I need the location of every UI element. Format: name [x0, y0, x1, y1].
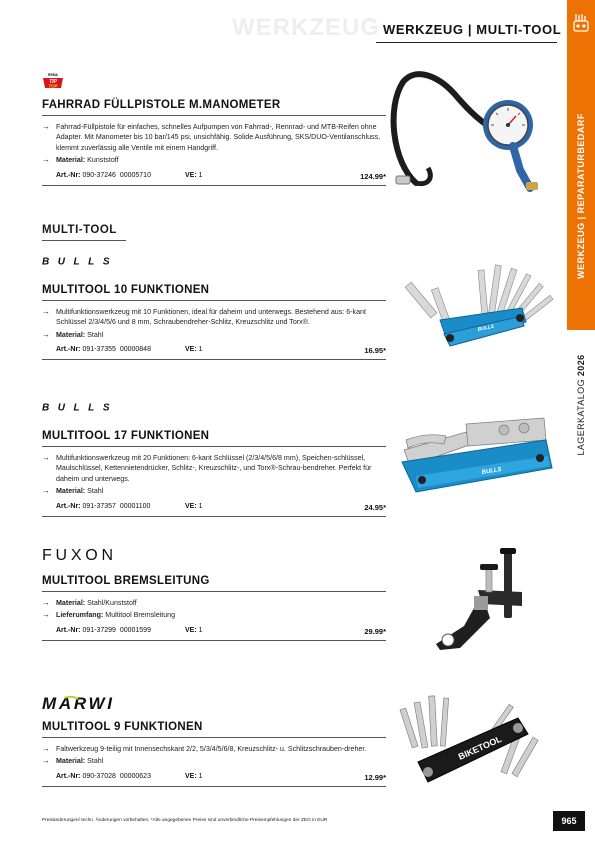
header-ghost-title: WERKZEUG: [232, 14, 380, 41]
price: 29.99*: [364, 626, 386, 636]
product-title: MULTITOOL 9 FUNKTIONEN: [42, 721, 203, 733]
product-description: → Multifunktionswerkzeug mit 10 Funktionen, ideal für daheim und unterwegs. Bestehend aus: 6-kant Schlüssel 2/3/4/5/6 und 8 mm, Schraubendreher-Schlitz, Kreuzschlitz und Torx®.: [42, 307, 366, 327]
svg-text:BULLS: BULLS: [477, 323, 495, 333]
fuxon-logo: [42, 547, 114, 562]
multitool-9-image: [388, 692, 558, 792]
title-rule: [42, 591, 386, 592]
article-line: Art.-Nr: 090-37246 00005710 VE: 1 124.99*: [56, 171, 386, 181]
product-material: → Material: Stahl/Kunststoff: [42, 598, 137, 607]
product-bulls-10: [42, 284, 386, 360]
arrow-right-icon: →: [42, 307, 50, 316]
product-title: MULTITOOL BREMSLEITUNG: [42, 575, 210, 587]
arrow-right-icon: →: [42, 744, 50, 753]
title-rule: [42, 115, 386, 116]
arrow-right-icon: →: [42, 453, 50, 462]
arrow-right-icon: →: [42, 122, 50, 131]
title-rule: [42, 737, 386, 738]
footer-disclaimer: Preisänderungen/ techn. Änderungen vorbehalten. *Alle angegebenen Preise sind unverbindliche Preisempfehlungen der ZEG in EUR: [42, 818, 328, 823]
section-rule: [42, 240, 126, 241]
article-line: Art.-Nr: 091-37357 00001100 VE: 1 24.95*: [56, 502, 386, 512]
product-tiptop-pump: [42, 99, 386, 186]
product-title: FAHRRAD FÜLLPISTOLE M.MANOMETER: [42, 99, 281, 111]
product-description: → Fahrrad-Füllpistole für einfaches, schnelles Aufpumpen von Fahrrad-, Rennrad- und MTB-Reifen ohne Adapter. Mit Manometer bis 10 bar/145 psi, unsichfähig. Solide Ausführung, SKS/DUO-Ventilanschluss, klemmt zuverlässig alle Ventile mit einem Handgriff.: [42, 122, 381, 152]
article-rule: [42, 359, 386, 360]
catalog-year: 2026: [576, 354, 586, 377]
section-title: MULTI-TOOL: [42, 224, 117, 236]
arrow-right-icon: →: [42, 155, 50, 165]
title-rule: [42, 446, 386, 447]
multitool-icon: [571, 12, 591, 34]
marwi-logo: [42, 695, 114, 711]
article-line: Art.-Nr: 090-37028 00000623 VE: 1 12.99*: [56, 772, 386, 782]
title-rule: [42, 300, 386, 301]
price: 12.99*: [364, 772, 386, 782]
product-bulls-17: [42, 430, 386, 517]
product-fuxon-brake: [42, 575, 386, 641]
side-catalog-label: [576, 354, 586, 455]
arrow-right-icon: →: [42, 610, 50, 620]
product-material: → Material: Stahl: [42, 756, 104, 766]
brake-tool-image: [418, 548, 553, 660]
side-category-label: WERKZEUG | REPARATURBEDARF: [576, 113, 586, 279]
article-line: Art.-Nr: 091-37299 00001599 VE: 1 29.99*: [56, 626, 386, 636]
product-title: MULTITOOL 17 FUNKTIONEN: [42, 430, 210, 442]
product-marwi-9: [42, 721, 386, 787]
product-description: → Faltwerkzeug 9-teilig mit Innensechskant 2/2, 5/3/4/5/6/8, Kreuzschlitz- u. Schlitzschrauben-dreher.: [42, 744, 367, 753]
svg-text:BULLS: BULLS: [42, 256, 112, 266]
product-material: → Material: Stahl: [42, 486, 104, 496]
svg-text:REMA: REMA: [48, 73, 58, 77]
svg-text:TOP: TOP: [48, 83, 58, 89]
page-number: 965: [553, 811, 585, 831]
arrow-right-icon: →: [42, 486, 50, 496]
bulls-logo: [42, 402, 112, 412]
bulls-logo: [42, 256, 112, 266]
multitool-17-image: [396, 410, 558, 505]
pump-gauge-image: [388, 68, 558, 196]
price: 24.95*: [364, 502, 386, 512]
price: 16.95*: [364, 346, 386, 356]
arrow-right-icon: →: [42, 598, 50, 607]
article-line: Art.-Nr: 091-37355 00000848 VE: 1 16.95*: [56, 346, 386, 356]
arrow-right-icon: →: [42, 329, 50, 339]
arrow-right-icon: →: [42, 756, 50, 766]
multitool-10-image: [392, 260, 562, 360]
biketool-label: BIKETOOL: [456, 733, 504, 762]
product-material: → Material: Stahl: [42, 329, 104, 339]
product-scope: → Lieferumfang: Multitool Bremsleitung: [42, 610, 176, 620]
tiptop-logo: [42, 72, 64, 89]
svg-text:FUXON: FUXON: [42, 547, 114, 562]
header-title: WERKZEUG | MULTI-TOOL: [383, 22, 562, 37]
article-rule: [42, 516, 386, 517]
price: 124.99*: [360, 171, 386, 181]
header-divider: [376, 42, 557, 43]
svg-text:BULLS: BULLS: [42, 402, 112, 412]
product-description: → Multifunktionswerkzeug mit 20 Funktionen: 6-kant Schlüssel (2/3/4/5/6/8 mm), Speichen-schlüssel, Maulschlüssel, Kettennietendrücker, Schlitz-, Kreuzschlitz-, und Torx®-Schrau-bendreher. Perfekt für daheim und unterwegs.: [42, 453, 372, 483]
article-rule: [42, 786, 386, 787]
bulls-tool-label: BULLS: [481, 466, 503, 476]
product-material: → Material: Kunststoff: [42, 155, 119, 165]
svg-text:MARWI: MARWI: [42, 695, 112, 711]
article-rule: [42, 640, 386, 641]
product-title: MULTITOOL 10 FUNKTIONEN: [42, 284, 210, 296]
catalog-text: LAGERKATALOG: [576, 379, 586, 456]
svg-text:TIP: TIP: [49, 79, 57, 85]
article-rule: [42, 185, 386, 186]
